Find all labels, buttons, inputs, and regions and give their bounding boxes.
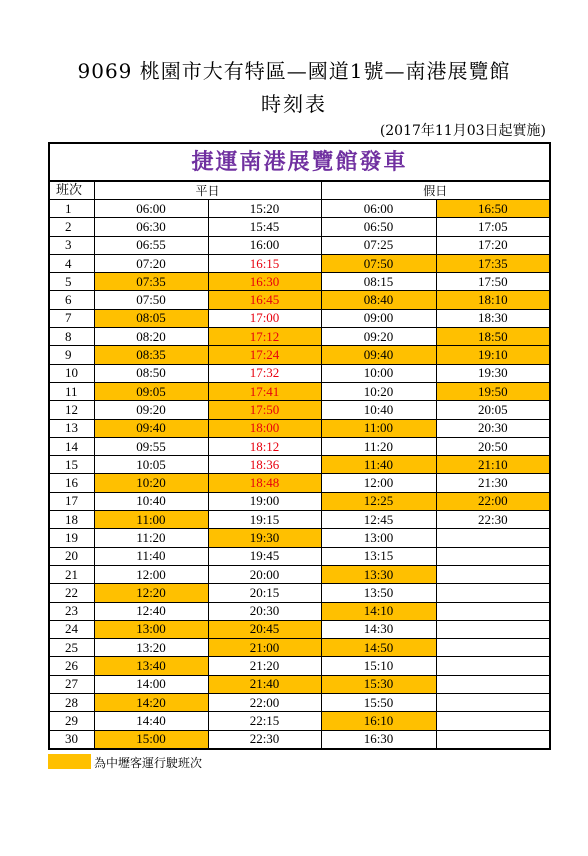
holiday-time-cell: 20:05 bbox=[436, 401, 550, 419]
weekday-time-cell: 19:15 bbox=[208, 511, 321, 529]
weekday-time-cell: 20:45 bbox=[208, 620, 321, 638]
holiday-time-cell: 14:10 bbox=[321, 602, 436, 620]
trip-number-cell: 7 bbox=[49, 309, 94, 327]
holiday-time-cell: 13:15 bbox=[321, 547, 436, 565]
weekday-time-cell: 07:20 bbox=[94, 254, 208, 272]
holiday-time-cell: 22:00 bbox=[436, 492, 550, 510]
table-row bbox=[49, 529, 550, 547]
holiday-time-cell: 12:45 bbox=[321, 511, 436, 529]
weekday-time-cell: 17:50 bbox=[208, 401, 321, 419]
weekday-time-cell: 15:00 bbox=[94, 730, 208, 749]
table-row bbox=[49, 511, 550, 529]
legend-swatch bbox=[48, 754, 91, 769]
holiday-time-cell bbox=[436, 565, 550, 583]
holiday-time-cell: 16:30 bbox=[321, 730, 436, 749]
holiday-time-cell: 10:20 bbox=[321, 382, 436, 400]
table-row bbox=[49, 218, 550, 236]
weekday-time-cell: 06:00 bbox=[94, 200, 208, 218]
weekday-time-cell: 12:00 bbox=[94, 565, 208, 583]
timetable bbox=[48, 142, 551, 750]
weekday-time-cell: 22:00 bbox=[208, 694, 321, 712]
table-row bbox=[49, 547, 550, 565]
weekday-time-cell: 21:00 bbox=[208, 639, 321, 657]
holiday-time-cell bbox=[436, 639, 550, 657]
holiday-time-cell: 12:25 bbox=[321, 492, 436, 510]
table-row bbox=[49, 346, 550, 364]
holiday-time-cell: 19:30 bbox=[436, 364, 550, 382]
table-row bbox=[49, 474, 550, 492]
trip-number-cell: 13 bbox=[49, 419, 94, 437]
weekday-time-cell: 18:00 bbox=[208, 419, 321, 437]
holiday-time-cell: 09:00 bbox=[321, 309, 436, 327]
table-row bbox=[49, 657, 550, 675]
header-weekday: 平日 bbox=[94, 181, 321, 200]
holiday-time-cell: 18:50 bbox=[436, 328, 550, 346]
page-subtitle: 時刻表 bbox=[261, 92, 327, 116]
weekday-time-cell: 17:12 bbox=[208, 328, 321, 346]
holiday-time-cell: 11:40 bbox=[321, 456, 436, 474]
table-row bbox=[49, 401, 550, 419]
weekday-time-cell: 11:40 bbox=[94, 547, 208, 565]
trip-number-cell: 14 bbox=[49, 437, 94, 455]
weekday-time-cell: 15:45 bbox=[208, 218, 321, 236]
holiday-time-cell: 10:40 bbox=[321, 401, 436, 419]
header-holiday: 假日 bbox=[321, 181, 550, 200]
holiday-time-cell: 21:10 bbox=[436, 456, 550, 474]
weekday-time-cell: 20:00 bbox=[208, 565, 321, 583]
weekday-time-cell: 18:36 bbox=[208, 456, 321, 474]
weekday-time-cell: 14:00 bbox=[94, 675, 208, 693]
holiday-time-cell: 17:05 bbox=[436, 218, 550, 236]
table-row bbox=[49, 236, 550, 254]
trip-number-cell: 24 bbox=[49, 620, 94, 638]
holiday-time-cell: 06:00 bbox=[321, 200, 436, 218]
table-row bbox=[49, 382, 550, 400]
weekday-time-cell: 09:55 bbox=[94, 437, 208, 455]
table-row bbox=[49, 730, 550, 749]
weekday-time-cell: 14:20 bbox=[94, 694, 208, 712]
holiday-time-cell: 17:50 bbox=[436, 273, 550, 291]
weekday-time-cell: 17:24 bbox=[208, 346, 321, 364]
holiday-time-cell: 21:30 bbox=[436, 474, 550, 492]
trip-number-cell: 18 bbox=[49, 511, 94, 529]
weekday-time-cell: 20:15 bbox=[208, 584, 321, 602]
trip-number-cell: 29 bbox=[49, 712, 94, 730]
weekday-time-cell: 17:41 bbox=[208, 382, 321, 400]
holiday-time-cell: 12:00 bbox=[321, 474, 436, 492]
weekday-time-cell: 19:00 bbox=[208, 492, 321, 510]
weekday-time-cell: 09:40 bbox=[94, 419, 208, 437]
trip-number-cell: 9 bbox=[49, 346, 94, 364]
holiday-time-cell bbox=[436, 529, 550, 547]
holiday-time-cell bbox=[436, 584, 550, 602]
weekday-time-cell: 18:48 bbox=[208, 474, 321, 492]
table-row bbox=[49, 620, 550, 638]
trip-number-cell: 17 bbox=[49, 492, 94, 510]
weekday-time-cell: 16:30 bbox=[208, 273, 321, 291]
weekday-time-cell: 06:30 bbox=[94, 218, 208, 236]
trip-number-cell: 3 bbox=[49, 236, 94, 254]
holiday-time-cell: 18:10 bbox=[436, 291, 550, 309]
table-row bbox=[49, 328, 550, 346]
weekday-time-cell: 18:12 bbox=[208, 437, 321, 455]
holiday-time-cell: 15:30 bbox=[321, 675, 436, 693]
holiday-time-cell: 13:00 bbox=[321, 529, 436, 547]
table-row bbox=[49, 309, 550, 327]
holiday-time-cell bbox=[436, 712, 550, 730]
holiday-time-cell: 08:40 bbox=[321, 291, 436, 309]
holiday-time-cell: 15:10 bbox=[321, 657, 436, 675]
weekday-time-cell: 08:35 bbox=[94, 346, 208, 364]
trip-number-cell: 16 bbox=[49, 474, 94, 492]
table-row bbox=[49, 200, 550, 218]
weekday-time-cell: 19:45 bbox=[208, 547, 321, 565]
table-row bbox=[49, 675, 550, 693]
holiday-time-cell: 16:50 bbox=[436, 200, 550, 218]
trip-number-cell: 12 bbox=[49, 401, 94, 419]
weekday-time-cell: 16:45 bbox=[208, 291, 321, 309]
holiday-time-cell: 17:20 bbox=[436, 236, 550, 254]
trip-number-cell: 26 bbox=[49, 657, 94, 675]
weekday-time-cell: 21:40 bbox=[208, 675, 321, 693]
holiday-time-cell: 14:50 bbox=[321, 639, 436, 657]
trip-number-cell: 20 bbox=[49, 547, 94, 565]
holiday-time-cell bbox=[436, 547, 550, 565]
holiday-time-cell bbox=[436, 620, 550, 638]
weekday-time-cell: 09:05 bbox=[94, 382, 208, 400]
trip-number-cell: 19 bbox=[49, 529, 94, 547]
holiday-time-cell: 13:30 bbox=[321, 565, 436, 583]
table-row bbox=[49, 492, 550, 510]
holiday-time-cell: 10:00 bbox=[321, 364, 436, 382]
weekday-time-cell: 13:40 bbox=[94, 657, 208, 675]
table-row bbox=[49, 273, 550, 291]
trip-number-cell: 27 bbox=[49, 675, 94, 693]
trip-number-cell: 23 bbox=[49, 602, 94, 620]
weekday-time-cell: 19:30 bbox=[208, 529, 321, 547]
holiday-time-cell: 09:20 bbox=[321, 328, 436, 346]
holiday-time-cell: 13:50 bbox=[321, 584, 436, 602]
weekday-time-cell: 16:15 bbox=[208, 254, 321, 272]
weekday-time-cell: 12:40 bbox=[94, 602, 208, 620]
weekday-time-cell: 15:20 bbox=[208, 200, 321, 218]
weekday-time-cell: 08:20 bbox=[94, 328, 208, 346]
trip-number-cell: 25 bbox=[49, 639, 94, 657]
holiday-time-cell: 19:10 bbox=[436, 346, 550, 364]
holiday-time-cell bbox=[436, 657, 550, 675]
trip-number-cell: 2 bbox=[49, 218, 94, 236]
holiday-time-cell: 15:50 bbox=[321, 694, 436, 712]
weekday-time-cell: 10:40 bbox=[94, 492, 208, 510]
table-row bbox=[49, 419, 550, 437]
table-row bbox=[49, 291, 550, 309]
holiday-time-cell: 17:35 bbox=[436, 254, 550, 272]
holiday-time-cell: 16:10 bbox=[321, 712, 436, 730]
trip-number-cell: 1 bbox=[49, 200, 94, 218]
trip-number-cell: 11 bbox=[49, 382, 94, 400]
weekday-time-cell: 06:55 bbox=[94, 236, 208, 254]
holiday-time-cell bbox=[436, 675, 550, 693]
weekday-time-cell: 16:00 bbox=[208, 236, 321, 254]
holiday-time-cell bbox=[436, 602, 550, 620]
weekday-time-cell: 11:00 bbox=[94, 511, 208, 529]
weekday-time-cell: 20:30 bbox=[208, 602, 321, 620]
trip-number-cell: 15 bbox=[49, 456, 94, 474]
holiday-time-cell bbox=[436, 730, 550, 749]
holiday-time-cell: 06:50 bbox=[321, 218, 436, 236]
table-row bbox=[49, 694, 550, 712]
table-row bbox=[49, 584, 550, 602]
trip-number-cell: 5 bbox=[49, 273, 94, 291]
weekday-time-cell: 17:32 bbox=[208, 364, 321, 382]
table-row bbox=[49, 254, 550, 272]
holiday-time-cell bbox=[436, 694, 550, 712]
trip-number-cell: 8 bbox=[49, 328, 94, 346]
weekday-time-cell: 14:40 bbox=[94, 712, 208, 730]
table-row bbox=[49, 364, 550, 382]
header-trip-no: 班次 bbox=[49, 181, 94, 200]
weekday-time-cell: 07:50 bbox=[94, 291, 208, 309]
table-row bbox=[49, 639, 550, 657]
weekday-time-cell: 21:20 bbox=[208, 657, 321, 675]
holiday-time-cell: 11:20 bbox=[321, 437, 436, 455]
trip-number-cell: 22 bbox=[49, 584, 94, 602]
weekday-time-cell: 10:20 bbox=[94, 474, 208, 492]
weekday-time-cell: 22:30 bbox=[208, 730, 321, 749]
trip-number-cell: 30 bbox=[49, 730, 94, 749]
holiday-time-cell: 14:30 bbox=[321, 620, 436, 638]
trip-number-cell: 28 bbox=[49, 694, 94, 712]
trip-number-cell: 10 bbox=[49, 364, 94, 382]
table-row bbox=[49, 565, 550, 583]
holiday-time-cell: 20:50 bbox=[436, 437, 550, 455]
weekday-time-cell: 10:05 bbox=[94, 456, 208, 474]
table-row bbox=[49, 437, 550, 455]
holiday-time-cell: 11:00 bbox=[321, 419, 436, 437]
weekday-time-cell: 07:35 bbox=[94, 273, 208, 291]
weekday-time-cell: 13:20 bbox=[94, 639, 208, 657]
weekday-time-cell: 17:00 bbox=[208, 309, 321, 327]
holiday-time-cell: 08:15 bbox=[321, 273, 436, 291]
holiday-time-cell: 09:40 bbox=[321, 346, 436, 364]
trip-number-cell: 4 bbox=[49, 254, 94, 272]
legend-text: 為中壢客運行駛班次 bbox=[94, 756, 203, 770]
holiday-time-cell: 07:50 bbox=[321, 254, 436, 272]
weekday-time-cell: 09:20 bbox=[94, 401, 208, 419]
holiday-time-cell: 20:30 bbox=[436, 419, 550, 437]
effective-date: (2017年11月03日起實施) bbox=[379, 123, 546, 139]
table-row bbox=[49, 602, 550, 620]
timetable-banner: 捷運南港展覽館發車 bbox=[49, 143, 550, 181]
holiday-time-cell: 18:30 bbox=[436, 309, 550, 327]
holiday-time-cell: 19:50 bbox=[436, 382, 550, 400]
weekday-time-cell: 08:05 bbox=[94, 309, 208, 327]
page-title: 9069 桃園市大有特區—國道1號—南港展覽館 bbox=[77, 59, 511, 83]
table-row bbox=[49, 712, 550, 730]
weekday-time-cell: 22:15 bbox=[208, 712, 321, 730]
weekday-time-cell: 11:20 bbox=[94, 529, 208, 547]
weekday-time-cell: 12:20 bbox=[94, 584, 208, 602]
weekday-time-cell: 08:50 bbox=[94, 364, 208, 382]
trip-number-cell: 21 bbox=[49, 565, 94, 583]
holiday-time-cell: 07:25 bbox=[321, 236, 436, 254]
trip-number-cell: 6 bbox=[49, 291, 94, 309]
weekday-time-cell: 13:00 bbox=[94, 620, 208, 638]
holiday-time-cell: 22:30 bbox=[436, 511, 550, 529]
table-row bbox=[49, 456, 550, 474]
